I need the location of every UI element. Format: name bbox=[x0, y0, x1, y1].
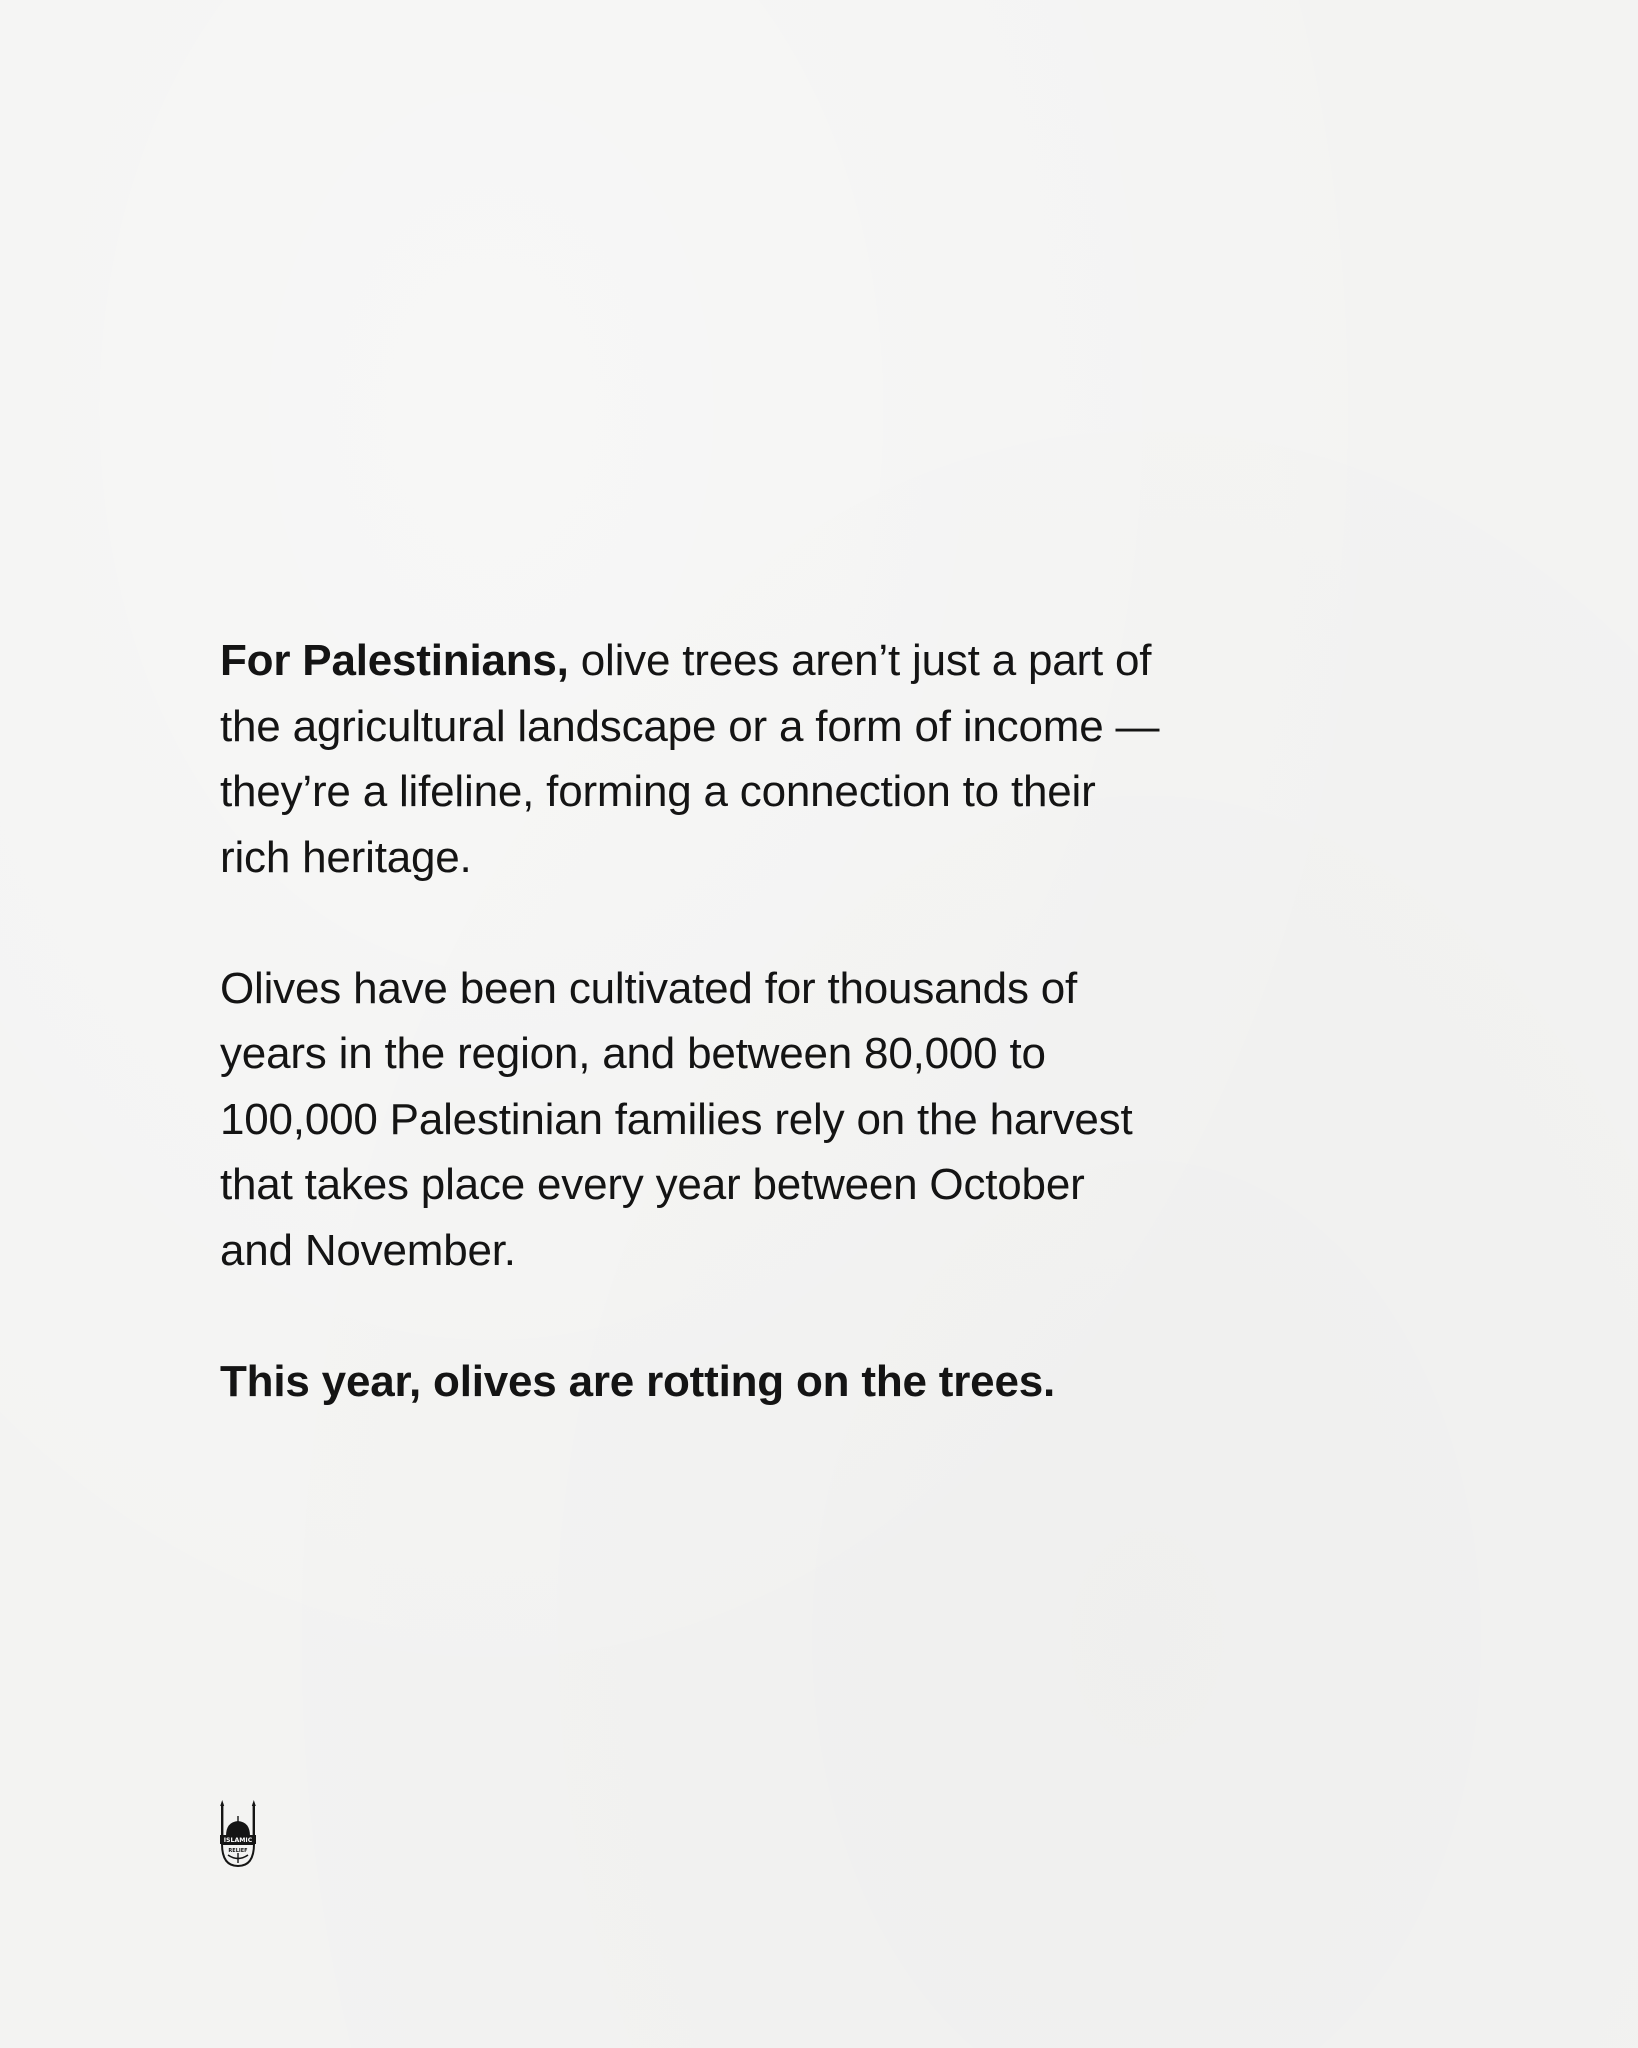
body-text bbox=[220, 628, 1160, 1414]
closing-statement: This year, olives are rotting on the trees. bbox=[220, 1356, 1056, 1406]
paragraph-lead: For Palestinians, bbox=[220, 636, 569, 685]
paragraph-harvest bbox=[220, 956, 1160, 1284]
logo-text-islamic: ISLAMIC bbox=[223, 1837, 253, 1845]
paragraph-heritage bbox=[220, 628, 1160, 890]
paragraph-harvest-text: Olives have been cultivated for thousands of years in the region, and between 80,000 to 100,000 Palestinian families rely on the harvest that takes place every year between October and November. bbox=[220, 963, 1133, 1275]
paragraph-heritage-text: olive trees aren’t just a part of the agricultural landscape or a form of income — they’re a lifeline, forming a connection to their rich heritage. bbox=[220, 636, 1160, 882]
islamic-relief-logo-icon bbox=[218, 1800, 258, 1868]
logo-text-relief: RELIEF bbox=[228, 1848, 248, 1854]
